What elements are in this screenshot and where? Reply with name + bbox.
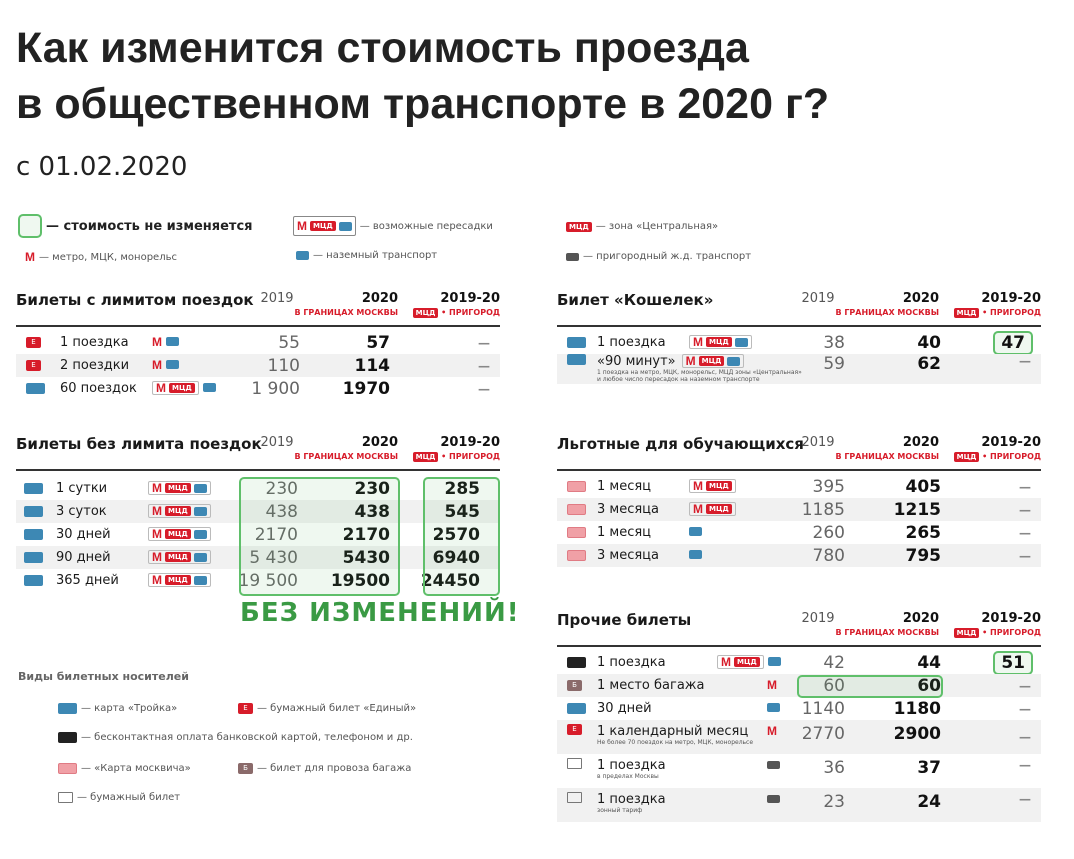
legend-ground: — наземный транспорт bbox=[296, 250, 437, 261]
troika-card-icon bbox=[26, 383, 45, 394]
troika-card-icon bbox=[24, 575, 43, 586]
table-row: «90 минут» М МЦД 1 поездка на метро, МЦК, монорельс, МЦД зоны «Центральная» и любое число пересадок на наземном транспорте 59 62 — bbox=[557, 354, 1041, 384]
students-section: Льготные для обучающихся 2019 2020 В ГРАНИЦАХ МОСКВЫ 2019-20 МЦД • ПРИГОРОД 1 месяц М МЦД 395 405 — 3 месяца М МЦД 1185 1215 — 1 месяц 260 265 — 3 месяца 780 795 — bbox=[557, 435, 1041, 566]
unchanged-highlight bbox=[239, 477, 400, 596]
table-row: 1 месяц М МЦД 395 405 — bbox=[557, 475, 1041, 498]
title-line-2: в общественном транспорте в 2020 г? bbox=[16, 80, 830, 128]
edinyi-ticket-icon: Е bbox=[26, 360, 41, 371]
green-box-icon bbox=[18, 214, 42, 238]
table-row: Е 1 календарный месяц Не более 70 поездок на метро, МЦК, монорельсе М 2770 2900 — bbox=[557, 720, 1041, 754]
carrier-edinyi: Е — бумажный билет «Единый» bbox=[238, 703, 416, 714]
table-row: 1 поездка зонный тариф 23 24 — bbox=[557, 788, 1041, 822]
table-row: 60 поездок М МЦД 1 900 1970 — bbox=[16, 377, 500, 400]
troika-card-icon bbox=[24, 483, 43, 494]
limit-tickets-section bbox=[16, 291, 500, 400]
train-icon bbox=[566, 253, 579, 261]
legend-suburban: — пригородный ж.д. транспорт bbox=[566, 251, 751, 262]
troika-card-icon bbox=[24, 506, 43, 517]
legend-metro: М — метро, МЦК, монорельс bbox=[25, 250, 177, 264]
table-row: 1 месяц 260 265 — bbox=[557, 521, 1041, 544]
table-row: 1 поездка М МЦД 42 44 51 bbox=[557, 651, 1041, 674]
carrier-baggage: Б — билет для провоза багажа bbox=[238, 763, 411, 774]
carrier-troika: — карта «Тройка» bbox=[58, 703, 177, 714]
effective-date: с 01.02.2020 bbox=[16, 152, 188, 182]
unchanged-highlight bbox=[423, 477, 500, 596]
metro-icon: М bbox=[25, 250, 35, 264]
unchanged-highlight bbox=[797, 675, 943, 698]
table-row: 1 поездка М МЦД 38 40 47 bbox=[557, 331, 1041, 354]
carrier-paper: — бумажный билет bbox=[58, 792, 180, 803]
moskvicha-card-icon bbox=[58, 763, 77, 774]
table-row: 30 дней М МЦД 2170 2170 2570 bbox=[16, 523, 500, 546]
carriers-title: Виды билетных носителей bbox=[18, 670, 189, 683]
wallet-section: Билет «Кошелек» 2019 2020 В ГРАНИЦАХ МОСКВЫ 2019-20 МЦД • ПРИГОРОД 1 поездка М МЦД 38 40 47 «90 минут» М МЦД 1 поездка на метро, МЦК, монорельс, МЦД зоны «Центральная» и любое число пересадок на наземном транспорте 59 62 — bbox=[557, 291, 1041, 383]
section-title: Билеты с лимитом поездок bbox=[16, 291, 254, 309]
carrier-moskvicha: — «Карта москвича» bbox=[58, 763, 191, 774]
legend-central-zone: МЦД — зона «Центральная» bbox=[566, 221, 718, 232]
legend-unchanged: — стоимость не изменяется bbox=[18, 214, 253, 238]
no-change-banner: БЕЗ ИЗМЕНЕНИЙ! bbox=[240, 598, 520, 628]
table-row: Е 2 поездки М 110 114 — bbox=[16, 354, 500, 377]
legend-transfers: М МЦД — возможные пересадки bbox=[293, 216, 493, 236]
transfer-modes-icon: М МЦД bbox=[293, 216, 356, 236]
carrier-contactless: — бесконтактная оплата банковской картой, телефоном и др. bbox=[58, 732, 413, 743]
section-header: Билеты без лимита поездок 2019 2020 В ГРАНИЦАХ МОСКВЫ 2019-20 МЦД • ПРИГОРОД bbox=[16, 435, 500, 471]
table-row: 30 дней 1140 1180 — bbox=[557, 697, 1041, 720]
contactless-icon bbox=[58, 732, 77, 743]
mcd-icon: МЦД bbox=[566, 222, 592, 232]
table-row: 3 суток М МЦД 438 438 545 bbox=[16, 500, 500, 523]
table-row: Б 1 место багажа М 60 60 — bbox=[557, 674, 1041, 697]
edinyi-ticket-icon: Е bbox=[238, 703, 253, 714]
table-row: 3 месяца М МЦД 1185 1215 — bbox=[557, 498, 1041, 521]
title-line-1: Как изменится стоимость проезда bbox=[16, 24, 749, 72]
table-row: 365 дней М МЦД 19 500 19500 24450 bbox=[16, 569, 500, 592]
section-title: Прочие билеты bbox=[557, 611, 692, 629]
table-row: 90 дней М МЦД 5 430 5430 6940 bbox=[16, 546, 500, 569]
section-title: Льготные для обучающихся bbox=[557, 435, 804, 453]
table-row: 1 поездка в пределах Москвы 36 37 — bbox=[557, 754, 1041, 788]
section-header: Билеты с лимитом поездок 2019 2020 В ГРАНИЦАХ МОСКВЫ 2019-20 МЦД • ПРИГОРОД bbox=[16, 291, 500, 327]
table-row: Е 1 поездка М 55 57 — bbox=[16, 331, 500, 354]
section-title: Билеты без лимита поездок bbox=[16, 435, 262, 453]
table-row: 3 месяца 780 795 — bbox=[557, 544, 1041, 567]
page-title bbox=[16, 20, 829, 132]
troika-card-icon bbox=[24, 529, 43, 540]
edinyi-ticket-icon: Е bbox=[26, 337, 41, 348]
other-tickets-section: Прочие билеты 2019 2020 В ГРАНИЦАХ МОСКВЫ 2019-20 МЦД • ПРИГОРОД 1 поездка М МЦД 42 44 51 Б 1 место багажа М 60 60 — 30 дней 1140 1180 — Е 1 календарный месяц Не более 70 поездок на метро, МЦК, монорельсе М 2770 2900 — 1 поездка в пределах Москвы 36 37 — 1 поездка зонный тариф 23 24 — bbox=[557, 611, 1041, 822]
troika-card-icon bbox=[24, 552, 43, 563]
baggage-ticket-icon: Б bbox=[238, 763, 253, 774]
table-row: 1 сутки М МЦД 230 230 285 bbox=[16, 477, 500, 500]
bus-icon bbox=[296, 251, 309, 260]
paper-ticket-icon bbox=[58, 792, 73, 803]
troika-card-icon bbox=[58, 703, 77, 714]
section-title: Билет «Кошелек» bbox=[557, 291, 714, 309]
